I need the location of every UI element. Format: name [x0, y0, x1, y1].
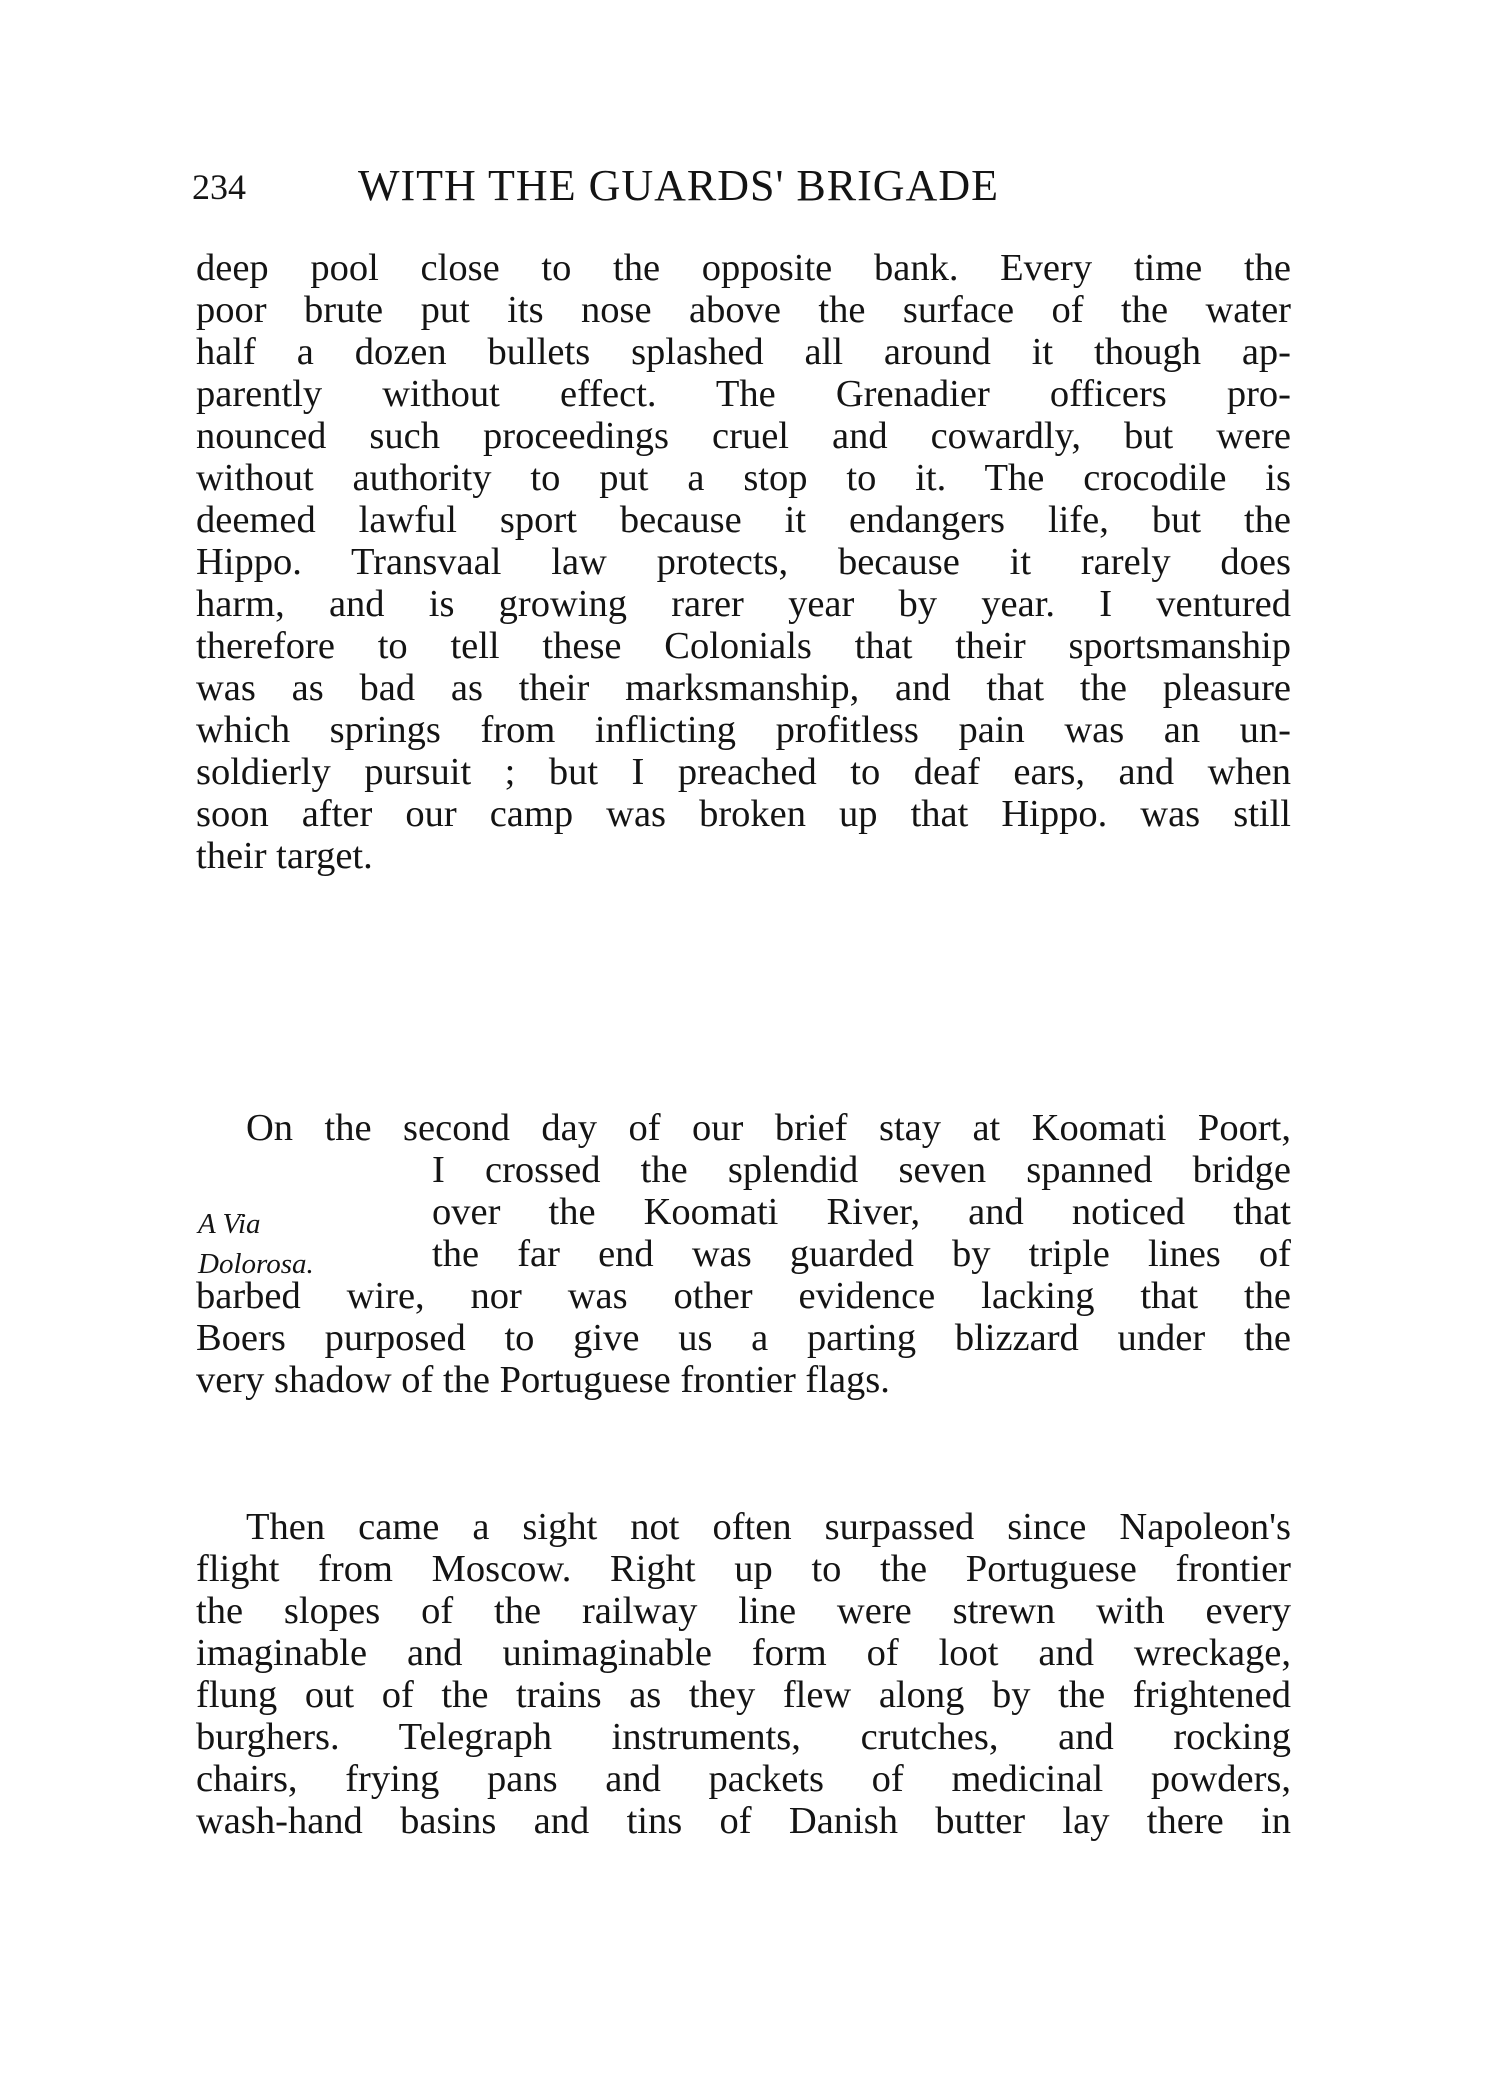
text-line: therefore to tell these Colonials that their sportsmanship [196, 625, 1291, 667]
text-line: deemed lawful sport because it endangers life, but the [196, 499, 1291, 541]
text-line: deep pool close to the opposite bank. Every time the [196, 247, 1291, 289]
margin-note-line: Dolorosa. [198, 1248, 314, 1280]
page-number: 234 [192, 167, 246, 207]
running-head [192, 160, 1152, 210]
text-line: Then came a sight not often surpassed since Napoleon's [246, 1506, 1291, 1548]
text-line: soon after our camp was broken up that Hippo. was still [196, 793, 1291, 835]
text-line: chairs, frying pans and packets of medicinal powders, [196, 1758, 1291, 1800]
running-title: WITH THE GUARDS' BRIGADE [358, 161, 999, 210]
margin-note-line: A Via [198, 1208, 261, 1240]
text-line: I crossed the splendid seven spanned bridge [432, 1149, 1291, 1191]
text-line: soldierly pursuit ; but I preached to deaf ears, and when [196, 751, 1291, 793]
text-line: over the Koomati River, and noticed that [432, 1191, 1291, 1233]
text-line: imaginable and unimaginable form of loot and wreckage, [196, 1632, 1291, 1674]
text-line: flung out of the trains as they flew along by the frightened [196, 1674, 1291, 1716]
text-line: Boers purposed to give us a parting blizzard under the [196, 1317, 1291, 1359]
text-line: half a dozen bullets splashed all around it though ap- [196, 331, 1291, 373]
text-line: parently without effect. The Grenadier officers pro- [196, 373, 1291, 415]
text-line: On the second day of our brief stay at Koomati Poort, [246, 1107, 1291, 1149]
text-line: burghers. Telegraph instruments, crutches, and rocking [196, 1716, 1291, 1758]
text-line: barbed wire, nor was other evidence lacking that the [196, 1275, 1291, 1317]
text-line: Hippo. Transvaal law protects, because it rarely does [196, 541, 1291, 583]
text-line: which springs from inflicting profitless pain was an un- [196, 709, 1291, 751]
text-line: the slopes of the railway line were strewn with every [196, 1590, 1291, 1632]
text-line: flight from Moscow. Right up to the Portuguese frontier [196, 1548, 1291, 1590]
text-line: was as bad as their marksmanship, and that the pleasure [196, 667, 1291, 709]
text-line: nounced such proceedings cruel and cowardly, but were [196, 415, 1291, 457]
text-line: their target. [196, 835, 373, 877]
text-line: harm, and is growing rarer year by year. I ventured [196, 583, 1291, 625]
text-line: without authority to put a stop to it. The crocodile is [196, 457, 1291, 499]
text-line: the far end was guarded by triple lines of [432, 1233, 1291, 1275]
text-line: poor brute put its nose above the surface of the water [196, 289, 1291, 331]
text-line: very shadow of the Portuguese frontier flags. [196, 1359, 890, 1401]
text-line: wash-hand basins and tins of Danish butter lay there in [196, 1800, 1291, 1842]
